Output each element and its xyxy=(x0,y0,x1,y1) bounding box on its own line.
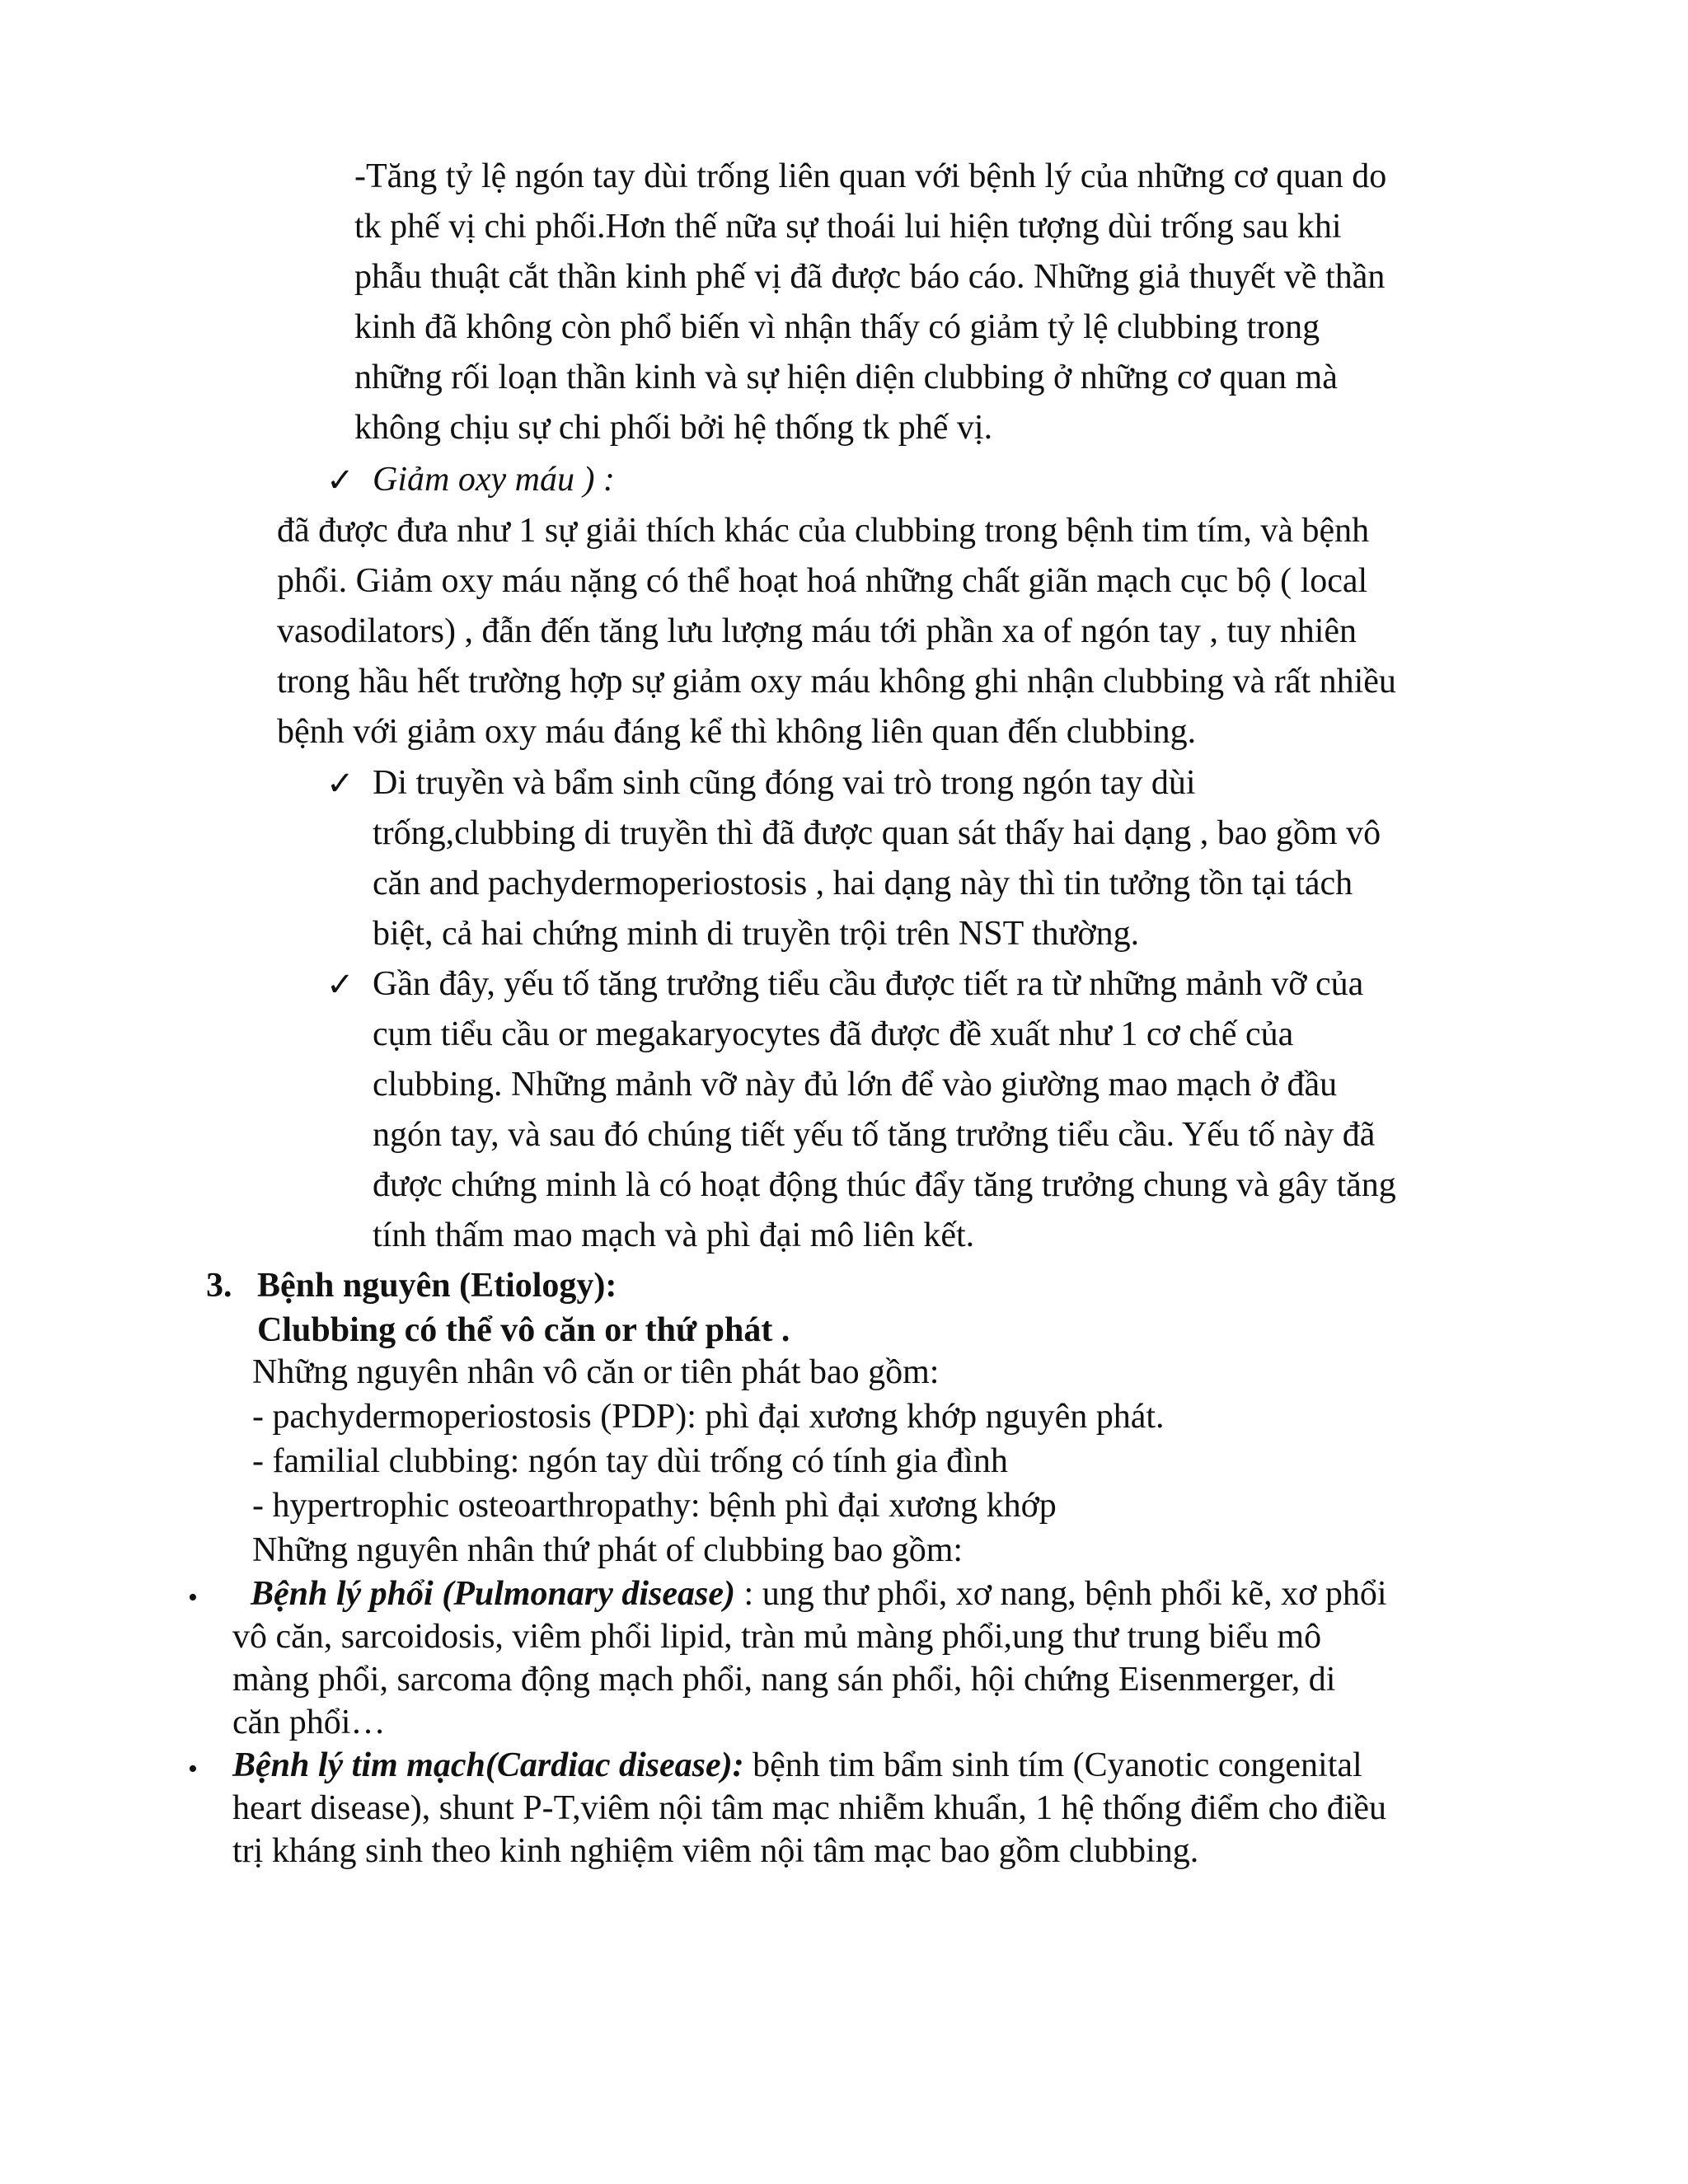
text-line: Gần đây, yếu tố tăng trưởng tiểu cầu được tiết ra từ những mảnh vỡ của xyxy=(373,965,1364,1003)
platelet-paragraph xyxy=(373,959,1396,1261)
section-subtitle: Clubbing có thể vô căn or thứ phát . xyxy=(257,1311,790,1349)
text-line: phổi. Giảm oxy máu nặng có thể hoạt hoá những chất giãn mạch cục bộ ( local xyxy=(277,562,1368,600)
text-line: -Tăng tỷ lệ ngón tay dùi trống liên quan với bệnh lý của những cơ quan do xyxy=(354,157,1387,195)
text-line: tính thấm mao mạch và phì đại mô liên kết. xyxy=(373,1216,975,1254)
text-line: căn phổi… xyxy=(232,1704,386,1741)
bullet-icon: • xyxy=(188,1754,198,1784)
vagus-theory-paragraph xyxy=(354,152,1386,453)
text-line: ngón tay, và sau đó chúng tiết yếu tố tăng trưởng tiểu cầu. Yếu tố này đã xyxy=(373,1116,1376,1154)
text-line: Di truyền và bẩm sinh cũng đóng vai trò trong ngón tay dùi xyxy=(373,764,1196,802)
text-line: clubbing. Những mảnh vỡ này đủ lớn để vào giường mao mạch ở đầu xyxy=(373,1066,1338,1104)
text-line: phẫu thuật cắt thần kinh phế vị đã được báo cáo. Những giả thuyết về thần xyxy=(354,258,1386,296)
secondary-causes-intro: Những nguyên nhân thứ phát of clubbing bao gồm: xyxy=(252,1531,964,1569)
checkmark-icon: ✓ xyxy=(326,765,354,802)
text-line: trống,clubbing di truyền thì đã được quan sát thấy hai dạng , bao gồm vô xyxy=(373,814,1381,852)
cardiac-first-line-text: bệnh tim bẩm sinh tím (Cyanotic congenital xyxy=(743,1746,1362,1784)
list-item: - familial clubbing: ngón tay dùi trống có tính gia đình xyxy=(252,1442,1008,1480)
text-line: không chịu sự chi phối bởi hệ thống tk phế vị. xyxy=(354,409,993,447)
hypoxemia-heading: Giảm oxy máu ) : xyxy=(373,461,615,499)
primary-causes-list xyxy=(252,1350,1165,1572)
checkmark-icon: ✓ xyxy=(326,462,354,499)
text-line: trị kháng sinh theo kinh nghiệm viêm nội tâm mạc bao gồm clubbing. xyxy=(232,1832,1199,1870)
pulmonary-first-line-text: : ung thư phổi, xơ nang, bệnh phổi kẽ, xơ phổi xyxy=(735,1575,1387,1613)
bullet-icon: • xyxy=(188,1582,198,1613)
text-line: trong hầu hết trường hợp sự giảm oxy máu không ghi nhận clubbing và rất nhiều xyxy=(277,663,1396,701)
text-line: biệt, cả hai chứng minh di truyền trội trên NST thường. xyxy=(373,915,1140,953)
text-line: vô căn, sarcoidosis, viêm phổi lipid, tràn mủ màng phổi,ung thư trung biểu mô xyxy=(232,1618,1322,1656)
list-item: - hypertrophic osteoarthropathy: bệnh phì đại xương khớp xyxy=(252,1487,1057,1525)
cardiac-paragraph xyxy=(232,1744,1386,1872)
checkmark-icon: ✓ xyxy=(326,966,354,1003)
section-number: 3. xyxy=(206,1267,232,1305)
text-line: cụm tiểu cầu or megakaryocytes đã được đề xuất như 1 cơ chế của xyxy=(373,1015,1294,1053)
pulmonary-paragraph xyxy=(232,1572,1386,1744)
list-item: - pachydermoperiostosis (PDP): phì đại xương khớp nguyên phát. xyxy=(252,1398,1165,1436)
pulmonary-label: Bệnh lý phổi (Pulmonary disease) xyxy=(251,1575,736,1613)
genetic-paragraph xyxy=(373,758,1381,959)
text-line: vasodilators) , đẫn đến tăng lưu lượng máu tới phần xa of ngón tay , tuy nhiên xyxy=(277,612,1357,650)
pulmonary-first-line xyxy=(232,1572,1386,1615)
text-line: màng phổi, sarcoma động mạch phổi, nang sán phổi, hội chứng Eisenmerger, di xyxy=(232,1661,1336,1699)
cardiac-label: Bệnh lý tim mạch(Cardiac disease): xyxy=(232,1746,744,1784)
text-line: căn and pachydermoperiostosis , hai dạng này thì tin tưởng tồn tại tách xyxy=(373,865,1353,902)
text-line: bệnh với giảm oxy máu đáng kể thì không liên quan đến clubbing. xyxy=(277,713,1197,751)
text-line: đã được đưa như 1 sự giải thích khác của clubbing trong bệnh tim tím, và bệnh xyxy=(277,512,1370,550)
text-line: tk phế vị chi phối.Hơn thế nữa sự thoái lui hiện tượng dùi trống sau khi xyxy=(354,208,1342,246)
text-line: heart disease), shunt P-T,viêm nội tâm mạc nhiễm khuẩn, 1 hệ thống điểm cho điều xyxy=(232,1789,1387,1827)
section-title: Bệnh nguyên (Etiology): xyxy=(257,1267,617,1305)
text-line: được chứng minh là có hoạt động thúc đẩy tăng trưởng chung và gây tăng xyxy=(373,1166,1396,1204)
text-line: những rối loạn thần kinh và sự hiện diện clubbing ở những cơ quan mà xyxy=(354,359,1338,396)
text-line: kinh đã không còn phổ biến vì nhận thấy có giảm tỷ lệ clubbing trong xyxy=(354,308,1320,346)
hypoxemia-paragraph xyxy=(277,506,1396,757)
cardiac-first-line xyxy=(232,1744,1386,1787)
primary-causes-intro: Những nguyên nhân vô căn or tiên phát bao gồm: xyxy=(252,1353,940,1391)
